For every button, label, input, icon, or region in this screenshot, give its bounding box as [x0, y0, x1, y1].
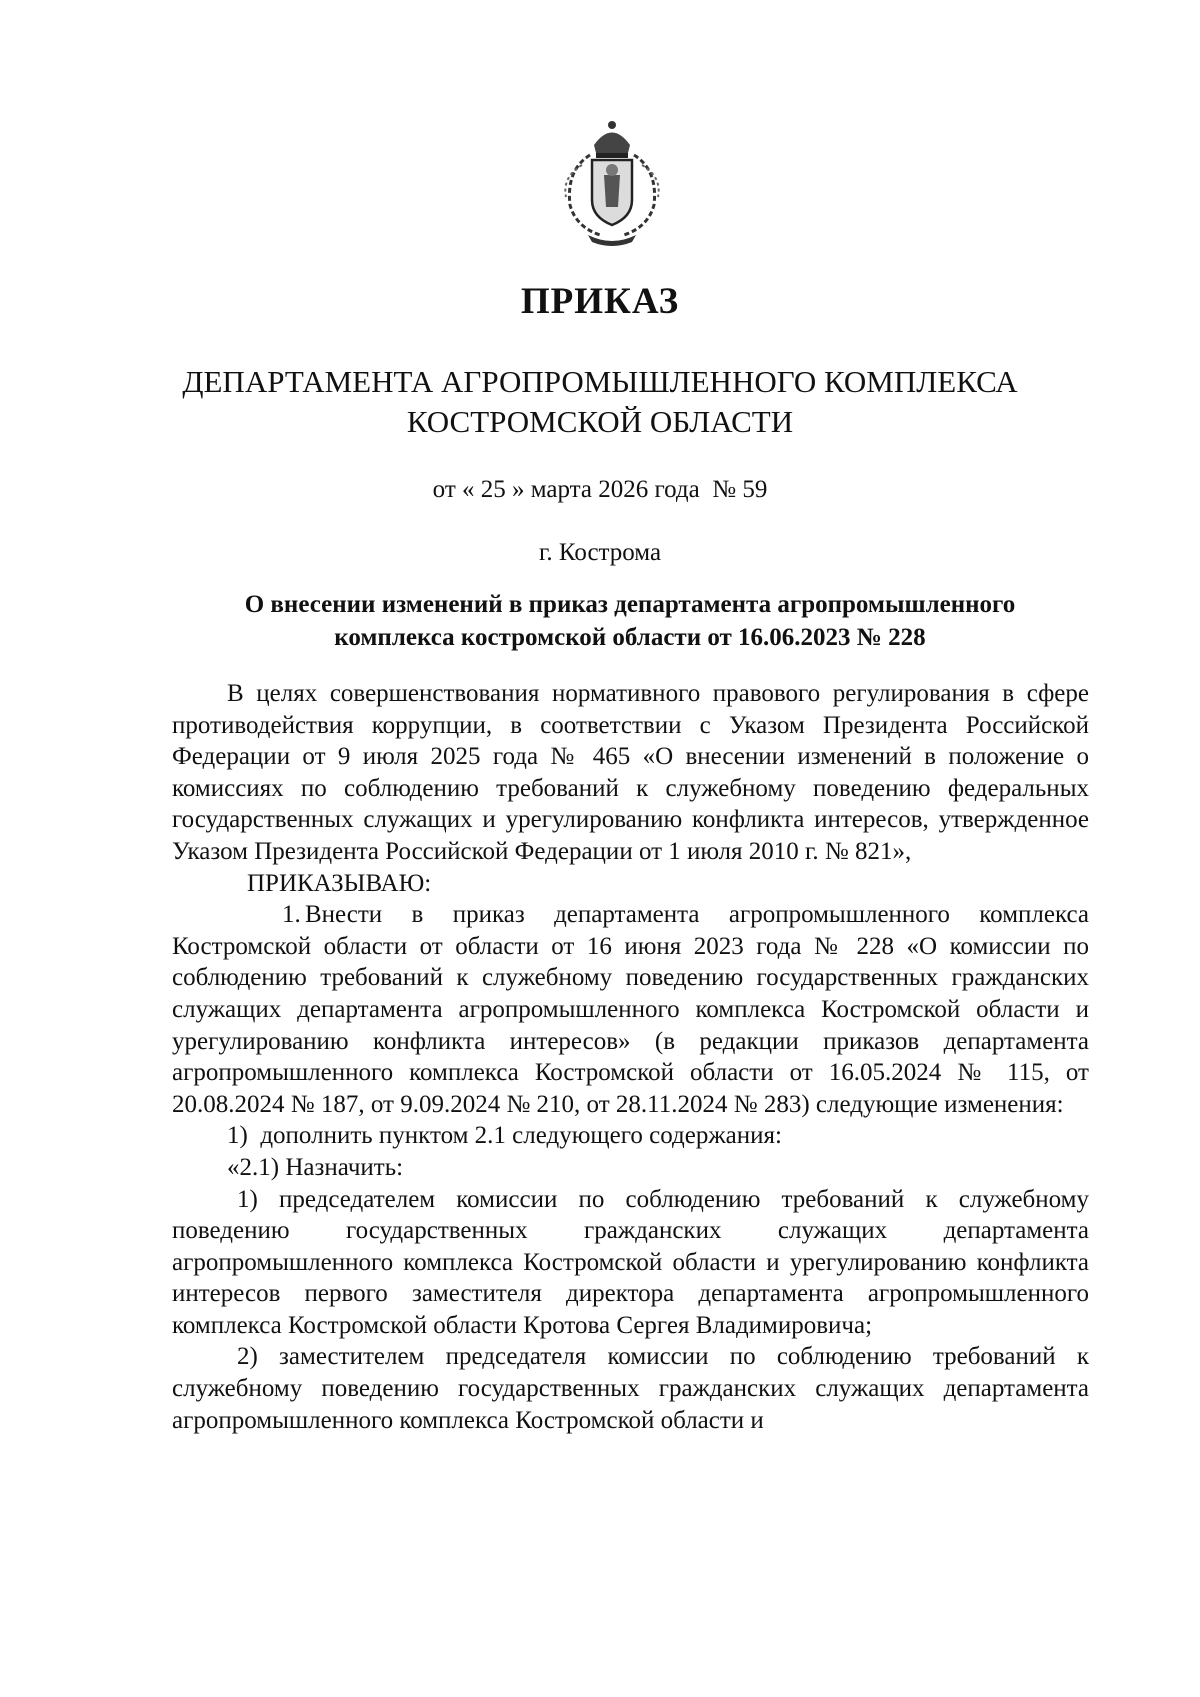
coat-of-arms-emblem: [552, 115, 672, 250]
order-subject-title: [170, 588, 1090, 654]
item-1-paragraph: [172, 899, 1089, 1120]
subject-line-2: комплекса костромской области от 16.06.2023 № 228: [334, 624, 926, 651]
order-body: [172, 678, 1089, 1436]
appointment-2-paragraph: 2) заместителем председателя комиссии по соблюдению требований к служебному поведению государственных гражданских служащих департамента агропромышленного комплекса Костромской области и: [172, 1343, 1089, 1434]
document-type-title: ПРИКАЗ: [520, 281, 680, 322]
order-directive-word: ПРИКАЗЫВАЮ:: [247, 869, 432, 897]
item-1-text: Внести в приказ департамента агропромышленного комплекса Костромской области от области от 16 июня 2023 года № 228 «О комиссии по соблюдению требований к служебному поведению государственных гражданских служащих департамента агропромышленного комплекса Костромской области и урегулированию конфликта интересов» (в редакции приказов департамента агропромышленного комплекса Костромской области от 16.05.2024 № 115, от 20.08.2024 № 187, от 9.09.2024 № 210, от 28.11.2024 № 283) следующие изменения:: [172, 901, 1089, 1118]
issuing-authority: [0, 362, 1200, 442]
subitem-2-1: «2.1) Назначить:: [227, 1153, 404, 1181]
item-1-number: 1.: [282, 901, 301, 929]
city: г. Кострома: [538, 539, 662, 566]
subject-line-1: О внесении изменений в приказ департамента агропромышленного: [244, 591, 1016, 618]
authority-line-1: ДЕПАРТАМЕНТА АГРОПРОМЫШЛЕННОГО КОМПЛЕКСА: [182, 364, 1018, 399]
appointment-1-paragraph: 1) председателем комиссии по соблюдению требований к служебному поведению государственных гражданских служащих департамента агропромышленного комплекса Костромской области и урегулированию конфликта интересов первого заместителя директора департамента агропромышленного комплекса Костромской области Кротова Сергея Владимировича;: [172, 1185, 1089, 1339]
subitem-1: 1) дополнить пунктом 2.1 следующего содержания:: [227, 1122, 782, 1150]
authority-line-2: КОСТРОМСКОЙ ОБЛАСТИ: [406, 404, 794, 439]
preamble-paragraph: В целях совершенствования нормативного правового регулирования в сфере противодействия коррупции, в соответствии с Указом Президента Российской Федерации от 9 июля 2025 года № 465 «О внесении изменений в положение о комиссиях по соблюдению требований к служебному поведению федеральных государственных служащих и урегулированию конфликта интересов, утвержденное Указом Президента Российской Федерации от 1 июля 2010 г. № 821»,: [172, 680, 1089, 865]
order-date-number: от « 25 » марта 2026 года № 59: [432, 476, 768, 503]
